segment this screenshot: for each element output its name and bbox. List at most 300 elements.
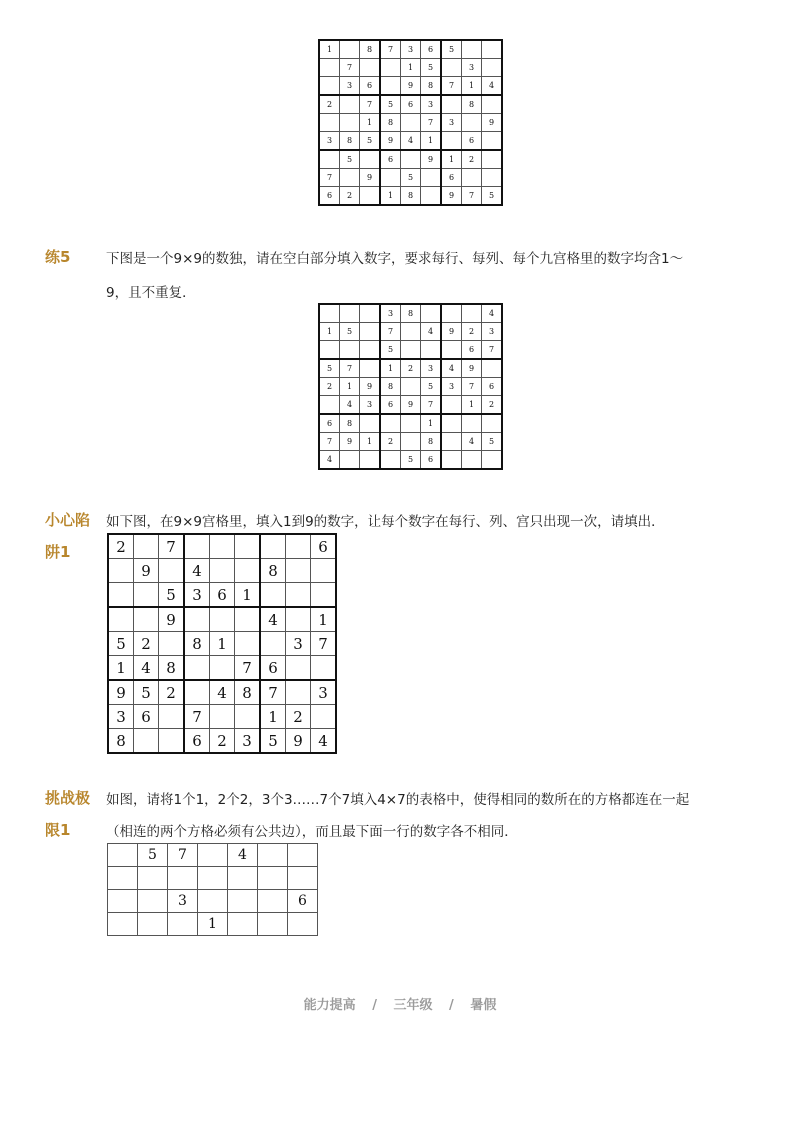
grid-cell — [286, 534, 311, 559]
grid-cell: 1 — [421, 132, 442, 151]
grid-cell — [108, 583, 134, 608]
grid-cell: 8 — [108, 729, 134, 754]
grid-cell: 4 — [228, 844, 258, 867]
grid-cell: 9 — [159, 607, 185, 632]
grid-cell: 7 — [184, 705, 210, 729]
grid-cell: 1 — [108, 656, 134, 681]
grid-cell: 5 — [260, 729, 286, 754]
grid-cell — [134, 583, 159, 608]
grid-cell — [235, 705, 261, 729]
grid-cell — [159, 559, 185, 583]
grid-cell — [340, 40, 360, 59]
grid-cell: 8 — [159, 656, 185, 681]
grid-cell: 6 — [311, 534, 337, 559]
grid-cell: 6 — [462, 132, 482, 151]
grid-cell — [134, 607, 159, 632]
grid-row — [108, 607, 336, 632]
grid-cell: 5 — [340, 150, 360, 169]
grid-row — [108, 890, 318, 913]
grid-cell — [210, 656, 235, 681]
grid-cell: 6 — [380, 150, 401, 169]
grid-cell: 2 — [462, 150, 482, 169]
grid-cell: 6 — [360, 77, 381, 96]
grid-cell: 5 — [401, 169, 421, 187]
grid-cell — [288, 913, 318, 936]
grid-cell — [421, 341, 442, 360]
grid-cell: 1 — [462, 396, 482, 415]
grid-cell: 3 — [340, 77, 360, 96]
footer-part2: 三年级 — [393, 998, 433, 1013]
grid-cell — [286, 656, 311, 681]
grid-cell: 2 — [108, 534, 134, 559]
grid-row — [108, 705, 336, 729]
grid-cell — [260, 583, 286, 608]
grid-cell — [482, 414, 503, 433]
exercise-5-text-line2: 9，且不重复． — [106, 285, 196, 301]
grid-cell — [159, 729, 185, 754]
grid-cell — [138, 913, 168, 936]
grid-cell: 4 — [311, 729, 337, 754]
grid-cell — [482, 40, 503, 59]
grid-cell: 8 — [340, 414, 360, 433]
grid-cell: 7 — [462, 187, 482, 206]
grid-cell: 6 — [210, 583, 235, 608]
grid-cell — [360, 59, 381, 77]
grid-cell: 2 — [319, 95, 340, 114]
grid-row — [108, 844, 318, 867]
grid-cell — [311, 583, 337, 608]
grid-cell: 6 — [380, 396, 401, 415]
grid-cell — [482, 132, 503, 151]
grid-row — [319, 378, 502, 396]
grid-cell — [210, 559, 235, 583]
grid-cell: 7 — [340, 59, 360, 77]
grid-cell — [482, 150, 503, 169]
grid-cell — [441, 132, 462, 151]
grid-cell — [198, 890, 228, 913]
grid-row — [319, 150, 502, 169]
grid-cell — [319, 77, 340, 96]
grid-cell: 7 — [319, 433, 340, 451]
grid-cell: 5 — [134, 680, 159, 705]
grid-cell — [360, 359, 381, 378]
grid-cell — [138, 867, 168, 890]
grid-cell — [340, 114, 360, 132]
challenge-text-line2: （相连的两个方格必须有公共边），而且最下面一行的数字各不相同． — [106, 824, 518, 840]
footer-separator-1: / — [372, 998, 377, 1013]
grid-cell: 8 — [360, 40, 381, 59]
grid-row — [319, 59, 502, 77]
grid-cell: 5 — [340, 323, 360, 341]
grid-cell — [401, 150, 421, 169]
grid-cell: 7 — [380, 323, 401, 341]
footer — [0, 994, 800, 1013]
grid-cell: 5 — [319, 359, 340, 378]
grid-cell — [286, 680, 311, 705]
grid-cell: 6 — [421, 451, 442, 470]
grid-cell: 8 — [421, 433, 442, 451]
grid-cell: 8 — [421, 77, 442, 96]
grid-cell — [319, 396, 340, 415]
grid-cell: 7 — [159, 534, 185, 559]
grid-cell — [228, 867, 258, 890]
grid-cell: 7 — [380, 40, 401, 59]
grid-cell: 1 — [340, 378, 360, 396]
grid-cell: 8 — [380, 378, 401, 396]
grid-cell — [108, 867, 138, 890]
grid-row — [319, 114, 502, 132]
grid-cell: 2 — [319, 378, 340, 396]
grid-cell — [441, 396, 462, 415]
grid-cell — [462, 414, 482, 433]
grid-cell: 1 — [198, 913, 228, 936]
grid-cell: 3 — [168, 890, 198, 913]
grid-cell — [198, 867, 228, 890]
grid-cell — [108, 607, 134, 632]
grid-cell: 4 — [482, 304, 503, 323]
grid-cell: 2 — [401, 359, 421, 378]
grid-cell: 9 — [286, 729, 311, 754]
grid-cell — [401, 414, 421, 433]
grid-cell: 8 — [401, 187, 421, 206]
grid-cell: 9 — [441, 323, 462, 341]
grid-cell: 1 — [360, 114, 381, 132]
grid-cell: 6 — [288, 890, 318, 913]
grid-cell: 7 — [482, 341, 503, 360]
grid-cell — [462, 40, 482, 59]
grid-cell — [108, 559, 134, 583]
grid-cell: 7 — [421, 114, 442, 132]
grid-cell — [340, 341, 360, 360]
grid-cell: 5 — [138, 844, 168, 867]
grid-cell: 4 — [319, 451, 340, 470]
grid-cell — [228, 913, 258, 936]
grid-cell — [184, 534, 210, 559]
grid-cell — [421, 304, 442, 323]
grid-cell — [340, 169, 360, 187]
grid-cell: 2 — [210, 729, 235, 754]
exercise-5-text-line1: 下图是一个9×9的数独，请在空白部分填入数字，要求每行、每列、每个九宫格里的数字均含1～ — [106, 251, 684, 267]
grid-cell: 1 — [380, 187, 401, 206]
grid-row — [108, 583, 336, 608]
grid-cell: 1 — [421, 414, 442, 433]
grid-row — [108, 559, 336, 583]
grid-cell: 5 — [380, 95, 401, 114]
trap-label-line1: 小心陷 — [45, 511, 91, 529]
grid-row — [319, 304, 502, 323]
grid-row — [108, 632, 336, 656]
grid-cell: 8 — [184, 632, 210, 656]
grid-cell: 1 — [360, 433, 381, 451]
grid-cell: 3 — [421, 95, 442, 114]
grid-cell — [340, 304, 360, 323]
grid-cell: 7 — [462, 378, 482, 396]
grid-cell: 4 — [340, 396, 360, 415]
grid-cell: 2 — [482, 396, 503, 415]
grid-cell: 5 — [380, 341, 401, 360]
grid-cell: 3 — [441, 114, 462, 132]
footer-separator-2: / — [449, 998, 454, 1013]
grid-cell — [441, 95, 462, 114]
grid-cell: 5 — [482, 187, 503, 206]
grid-cell: 7 — [168, 844, 198, 867]
grid-cell: 6 — [462, 341, 482, 360]
grid-cell: 7 — [235, 656, 261, 681]
grid-cell: 8 — [462, 95, 482, 114]
grid-cell: 3 — [319, 132, 340, 151]
grid-cell: 2 — [462, 323, 482, 341]
grid-cell: 7 — [340, 359, 360, 378]
grid-cell: 7 — [360, 95, 381, 114]
grid-cell: 4 — [134, 656, 159, 681]
grid-cell: 5 — [360, 132, 381, 151]
grid-cell — [138, 890, 168, 913]
grid-cell: 3 — [235, 729, 261, 754]
grid-cell — [360, 304, 381, 323]
grid-cell — [380, 414, 401, 433]
grid-cell — [134, 534, 159, 559]
grid-cell: 3 — [462, 59, 482, 77]
grid-cell: 8 — [340, 132, 360, 151]
grid-cell — [319, 59, 340, 77]
grid-cell — [286, 583, 311, 608]
sudoku-grid-1 — [318, 39, 503, 206]
grid-cell — [441, 414, 462, 433]
grid-cell: 8 — [380, 114, 401, 132]
grid-cell — [319, 114, 340, 132]
grid-cell: 5 — [482, 433, 503, 451]
grid-cell — [168, 867, 198, 890]
grid-cell: 9 — [340, 433, 360, 451]
grid-cell: 6 — [482, 378, 503, 396]
grid-cell: 1 — [441, 150, 462, 169]
grid-cell: 9 — [441, 187, 462, 206]
grid-cell — [340, 95, 360, 114]
grid-cell — [462, 304, 482, 323]
grid-cell: 9 — [401, 396, 421, 415]
grid-cell — [286, 607, 311, 632]
grid-cell: 1 — [319, 323, 340, 341]
grid-cell — [288, 844, 318, 867]
grid-cell — [380, 169, 401, 187]
grid-cell — [401, 341, 421, 360]
grid-cell: 7 — [311, 632, 337, 656]
grid-cell: 1 — [319, 40, 340, 59]
grid-cell: 4 — [260, 607, 286, 632]
grid-cell: 6 — [401, 95, 421, 114]
grid-cell: 5 — [421, 59, 442, 77]
grid-cell: 5 — [159, 583, 185, 608]
grid-cell — [441, 59, 462, 77]
grid-cell — [380, 59, 401, 77]
challenge-label-line1: 挑战极 — [45, 789, 91, 807]
exercise-5-label: 练5 — [45, 248, 71, 266]
grid-cell: 9 — [462, 359, 482, 378]
grid-cell: 9 — [482, 114, 503, 132]
grid-row — [319, 132, 502, 151]
grid-cell — [288, 867, 318, 890]
grid-row — [319, 323, 502, 341]
grid-row — [319, 433, 502, 451]
grid-cell: 1 — [380, 359, 401, 378]
grid-cell — [184, 656, 210, 681]
grid-row — [319, 451, 502, 470]
grid-cell: 3 — [401, 40, 421, 59]
grid-cell: 1 — [401, 59, 421, 77]
grid-cell: 1 — [311, 607, 337, 632]
grid-cell: 5 — [108, 632, 134, 656]
grid-cell: 3 — [482, 323, 503, 341]
grid-cell — [311, 705, 337, 729]
grid-cell — [401, 323, 421, 341]
number-fill-grid — [107, 843, 318, 936]
grid-cell: 9 — [401, 77, 421, 96]
grid-cell — [482, 451, 503, 470]
grid-cell — [258, 913, 288, 936]
grid-cell: 6 — [319, 187, 340, 206]
grid-cell: 9 — [360, 378, 381, 396]
grid-cell — [235, 559, 261, 583]
grid-cell: 7 — [260, 680, 286, 705]
grid-cell: 4 — [184, 559, 210, 583]
grid-cell: 8 — [235, 680, 261, 705]
grid-cell: 8 — [260, 559, 286, 583]
grid-cell: 6 — [421, 40, 442, 59]
grid-row — [108, 680, 336, 705]
grid-cell: 3 — [108, 705, 134, 729]
trap-text-line1: 如下图，在9×9宫格里，填入1到9的数字，让每个数字在每行、列、宫只出现一次，请填出． — [106, 514, 665, 530]
grid-cell: 3 — [421, 359, 442, 378]
grid-cell: 7 — [319, 169, 340, 187]
grid-cell: 2 — [159, 680, 185, 705]
footer-part3: 暑假 — [470, 998, 497, 1013]
grid-cell — [235, 632, 261, 656]
grid-cell: 5 — [441, 40, 462, 59]
grid-cell: 9 — [360, 169, 381, 187]
grid-row — [319, 396, 502, 415]
grid-cell: 3 — [286, 632, 311, 656]
grid-cell: 6 — [260, 656, 286, 681]
grid-cell: 4 — [401, 132, 421, 151]
grid-cell: 3 — [441, 378, 462, 396]
grid-cell — [421, 187, 442, 206]
grid-cell — [360, 414, 381, 433]
grid-cell — [286, 559, 311, 583]
grid-cell — [258, 844, 288, 867]
grid-row — [319, 40, 502, 59]
grid-cell: 5 — [401, 451, 421, 470]
grid-row — [108, 867, 318, 890]
grid-cell — [482, 359, 503, 378]
grid-cell: 8 — [401, 304, 421, 323]
grid-row — [319, 341, 502, 360]
challenge-text-line1: 如图，请将1个1，2个2，3个3……7个7填入4×7的表格中，使得相同的数所在的方格都连在一起 — [106, 792, 690, 808]
grid-cell — [360, 187, 381, 206]
grid-cell: 7 — [421, 396, 442, 415]
grid-row — [108, 913, 318, 936]
sudoku-grid-2 — [318, 303, 503, 470]
grid-cell — [482, 95, 503, 114]
grid-cell: 7 — [441, 77, 462, 96]
grid-cell: 3 — [184, 583, 210, 608]
grid-cell — [421, 169, 442, 187]
grid-cell — [258, 890, 288, 913]
grid-cell — [108, 844, 138, 867]
grid-cell: 2 — [380, 433, 401, 451]
grid-cell: 4 — [482, 77, 503, 96]
grid-cell — [260, 534, 286, 559]
grid-cell: 2 — [134, 632, 159, 656]
grid-cell — [360, 323, 381, 341]
grid-cell: 9 — [380, 132, 401, 151]
grid-row — [319, 414, 502, 433]
grid-cell — [235, 534, 261, 559]
grid-cell: 1 — [462, 77, 482, 96]
grid-cell — [441, 304, 462, 323]
grid-cell — [260, 632, 286, 656]
grid-row — [319, 95, 502, 114]
grid-cell — [441, 451, 462, 470]
grid-cell — [235, 607, 261, 632]
grid-row — [108, 656, 336, 681]
grid-row — [108, 534, 336, 559]
grid-cell — [311, 656, 337, 681]
grid-cell: 3 — [380, 304, 401, 323]
grid-cell — [210, 607, 235, 632]
grid-cell: 5 — [421, 378, 442, 396]
grid-cell: 2 — [340, 187, 360, 206]
grid-cell — [360, 341, 381, 360]
footer-part1: 能力提高 — [303, 998, 356, 1013]
grid-cell — [311, 559, 337, 583]
grid-cell — [184, 680, 210, 705]
grid-cell — [134, 729, 159, 754]
grid-cell — [228, 890, 258, 913]
grid-cell — [462, 451, 482, 470]
grid-cell — [441, 341, 462, 360]
grid-cell — [441, 433, 462, 451]
grid-cell: 9 — [108, 680, 134, 705]
grid-cell: 4 — [421, 323, 442, 341]
grid-cell — [210, 705, 235, 729]
grid-cell — [210, 534, 235, 559]
grid-cell — [380, 77, 401, 96]
grid-cell: 9 — [134, 559, 159, 583]
grid-cell — [462, 169, 482, 187]
grid-cell — [319, 150, 340, 169]
grid-cell — [184, 607, 210, 632]
grid-cell — [360, 150, 381, 169]
challenge-label-line2: 限1 — [45, 821, 71, 839]
grid-cell — [319, 304, 340, 323]
grid-cell — [108, 890, 138, 913]
grid-cell: 4 — [441, 359, 462, 378]
grid-cell: 2 — [286, 705, 311, 729]
grid-cell: 6 — [319, 414, 340, 433]
grid-row — [319, 169, 502, 187]
grid-cell — [108, 913, 138, 936]
grid-cell — [482, 59, 503, 77]
grid-cell — [401, 433, 421, 451]
sudoku-grid-3 — [107, 533, 337, 754]
grid-cell — [360, 451, 381, 470]
grid-cell: 1 — [235, 583, 261, 608]
grid-cell — [319, 341, 340, 360]
grid-cell — [401, 114, 421, 132]
grid-cell — [198, 844, 228, 867]
grid-cell — [159, 705, 185, 729]
grid-cell: 6 — [134, 705, 159, 729]
